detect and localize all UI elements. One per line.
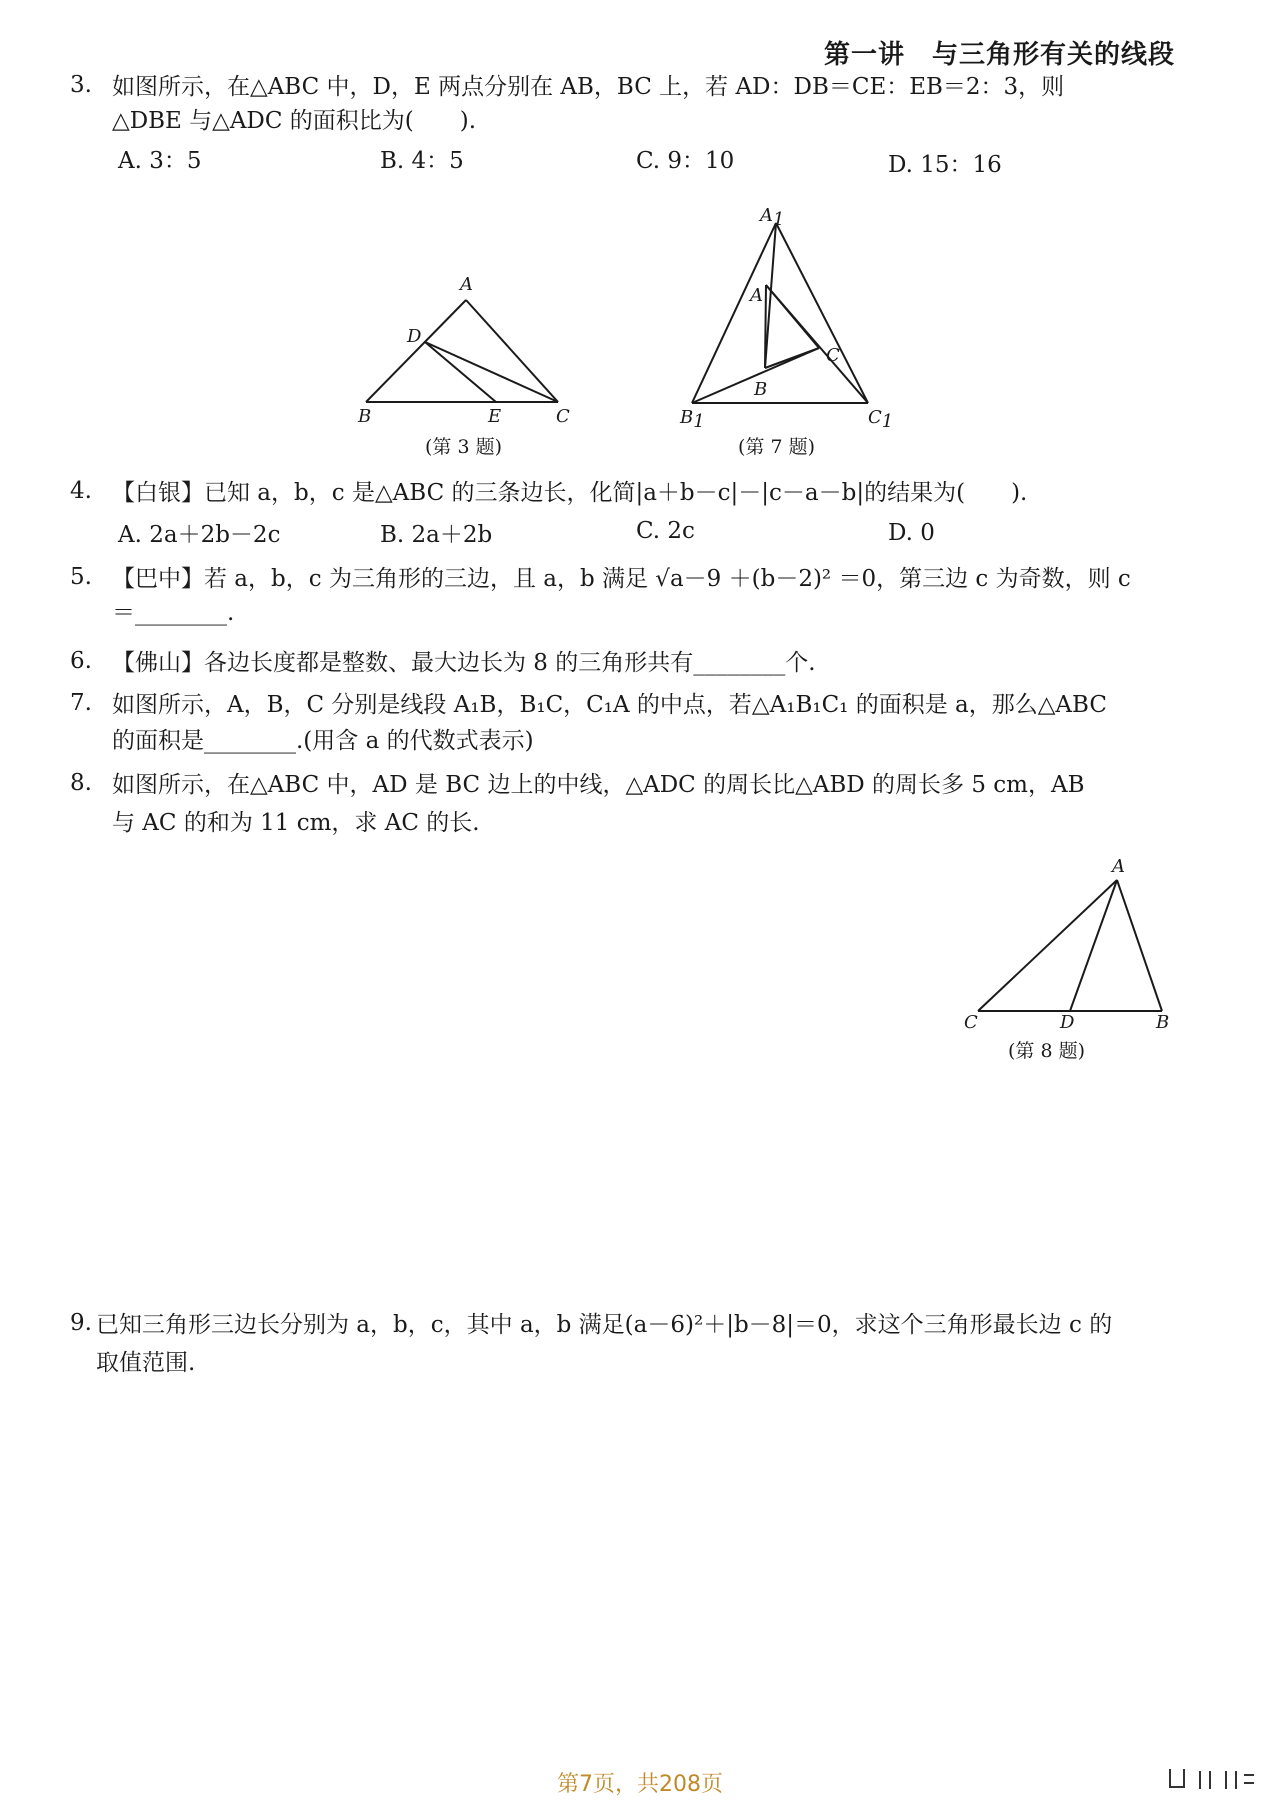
point-label-c1: C1 — [868, 407, 894, 430]
question-text-line: 与 AC 的和为 11 cm，求 AC 的长. — [112, 810, 480, 836]
figure-question-8 — [960, 850, 1180, 1030]
question-text-line: 【白银】已知 a，b，c 是△ABC 的三条边长，化简|a＋b－c|－|c－a－b|的结果为( ). — [112, 480, 1028, 506]
question-number: 3. — [70, 72, 92, 98]
figure-question-3 — [350, 270, 580, 430]
point-label-b: B — [1156, 1012, 1170, 1030]
option-c: C. 2c — [636, 518, 695, 544]
question-text-line: △DBE 与△ADC 的面积比为( ). — [112, 108, 477, 134]
question-number: 5. — [70, 564, 92, 590]
option-d: D. 0 — [888, 520, 935, 546]
figure-caption-8: (第 8 题) — [1008, 1040, 1085, 1062]
question-number: 9. — [70, 1310, 92, 1336]
point-label-b: B — [358, 406, 372, 427]
point-label-e: E — [488, 406, 502, 427]
question-number: 6. — [70, 648, 92, 674]
question-text-line: 如图所示，A，B，C 分别是线段 A₁B，B₁C，C₁A 的中点，若△A₁B₁C₁ 的面积是 a，那么△ABC — [112, 692, 1107, 718]
option-c: C. 9：10 — [636, 148, 735, 174]
point-label-d: D — [407, 326, 422, 347]
figure-question-7 — [670, 205, 910, 430]
point-label-c: C — [826, 345, 840, 366]
point-label-a1: A1 — [760, 205, 785, 230]
question-number: 7. — [70, 690, 92, 716]
question-number: 8. — [70, 770, 92, 796]
question-number: 4. — [70, 478, 92, 504]
option-a: A. 2a＋2b－2c — [118, 522, 281, 548]
question-text-line: 取值范围. — [96, 1350, 196, 1376]
page-header-title: 第一讲 与三角形有关的线段 — [823, 40, 1175, 70]
question-text-line: 已知三角形三边长分别为 a，b，c，其中 a，b 满足(a－6)²＋|b－8|＝0，求这个三角形最长边 c 的 — [96, 1312, 1113, 1338]
point-label-b1: B1 — [680, 407, 705, 430]
point-label-c: C — [964, 1012, 978, 1030]
toolbar-icon[interactable] — [1160, 1765, 1260, 1795]
page-indicator: 第7页，共208页 — [557, 1772, 723, 1797]
option-b: B. 2a＋2b — [380, 522, 493, 548]
figure-caption-3: (第 3 题) — [425, 436, 502, 458]
point-label-b: B — [754, 379, 768, 400]
point-label-a: A — [750, 285, 763, 306]
point-label-c: C — [556, 406, 570, 427]
option-b: B. 4：5 — [380, 148, 464, 174]
figure-caption-7: (第 7 题) — [738, 436, 815, 458]
point-label-d: D — [1060, 1012, 1075, 1030]
question-text-line: 【佛山】各边长度都是整数、最大边长为 8 的三角形共有________个. — [112, 650, 816, 676]
question-text-line: 如图所示，在△ABC 中，AD 是 BC 边上的中线，△ADC 的周长比△ABD 的周长多 5 cm，AB — [112, 772, 1085, 798]
question-text-line: 【巴中】若 a，b，c 为三角形的三边，且 a，b 满足 √a－9 ＋(b－2)² ＝0，第三边 c 为奇数，则 c — [112, 566, 1131, 592]
point-label-a: A — [1112, 856, 1125, 877]
option-d: D. 15：16 — [888, 152, 1002, 178]
question-text-line: 如图所示，在△ABC 中，D，E 两点分别在 AB，BC 上，若 AD：DB＝CE：EB＝2：3，则 — [112, 74, 1065, 100]
question-text-line: ＝________. — [112, 600, 235, 626]
question-text-line: 的面积是________.(用含 a 的代数式表示) — [112, 728, 534, 754]
point-label-a: A — [460, 274, 473, 295]
option-a: A. 3：5 — [118, 148, 202, 174]
